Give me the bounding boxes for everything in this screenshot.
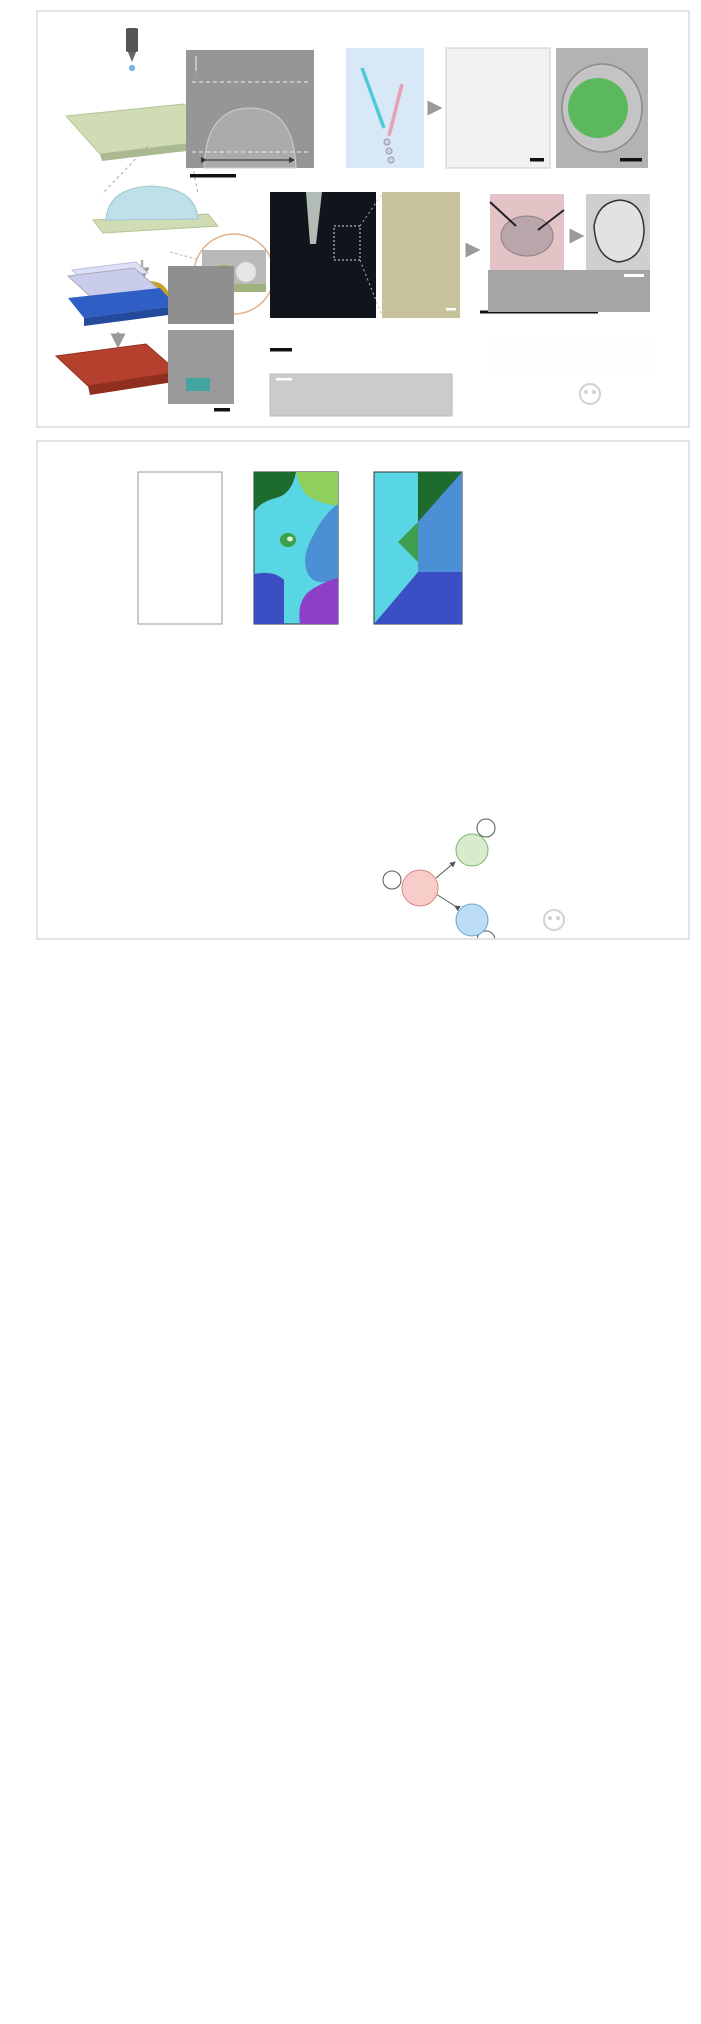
state-machine-diagram — [383, 819, 495, 938]
article-page — [0, 10, 701, 940]
figure2-image — [38, 442, 688, 938]
watermark — [580, 384, 600, 404]
print-nozzle-icon — [126, 28, 138, 52]
state-up-node — [402, 870, 438, 906]
figure2-control — [36, 440, 690, 940]
figure1-fabrication — [36, 10, 690, 428]
watermark — [544, 910, 564, 930]
target-map-plot — [138, 472, 222, 624]
green-colony-blob — [568, 78, 628, 138]
fig1-panel-f — [270, 374, 452, 416]
mesh-map-plot — [374, 472, 462, 624]
state-left-node — [456, 904, 488, 936]
fig1-panel-e — [270, 348, 292, 352]
fig1-panel-d — [56, 262, 234, 412]
state-right-node — [456, 834, 488, 866]
figure1-image — [38, 12, 688, 426]
fig1-panel-h — [488, 338, 650, 413]
policy-map-plot — [254, 472, 338, 624]
fig1-panel-g — [488, 270, 650, 312]
fig1-panel-b — [346, 48, 648, 168]
